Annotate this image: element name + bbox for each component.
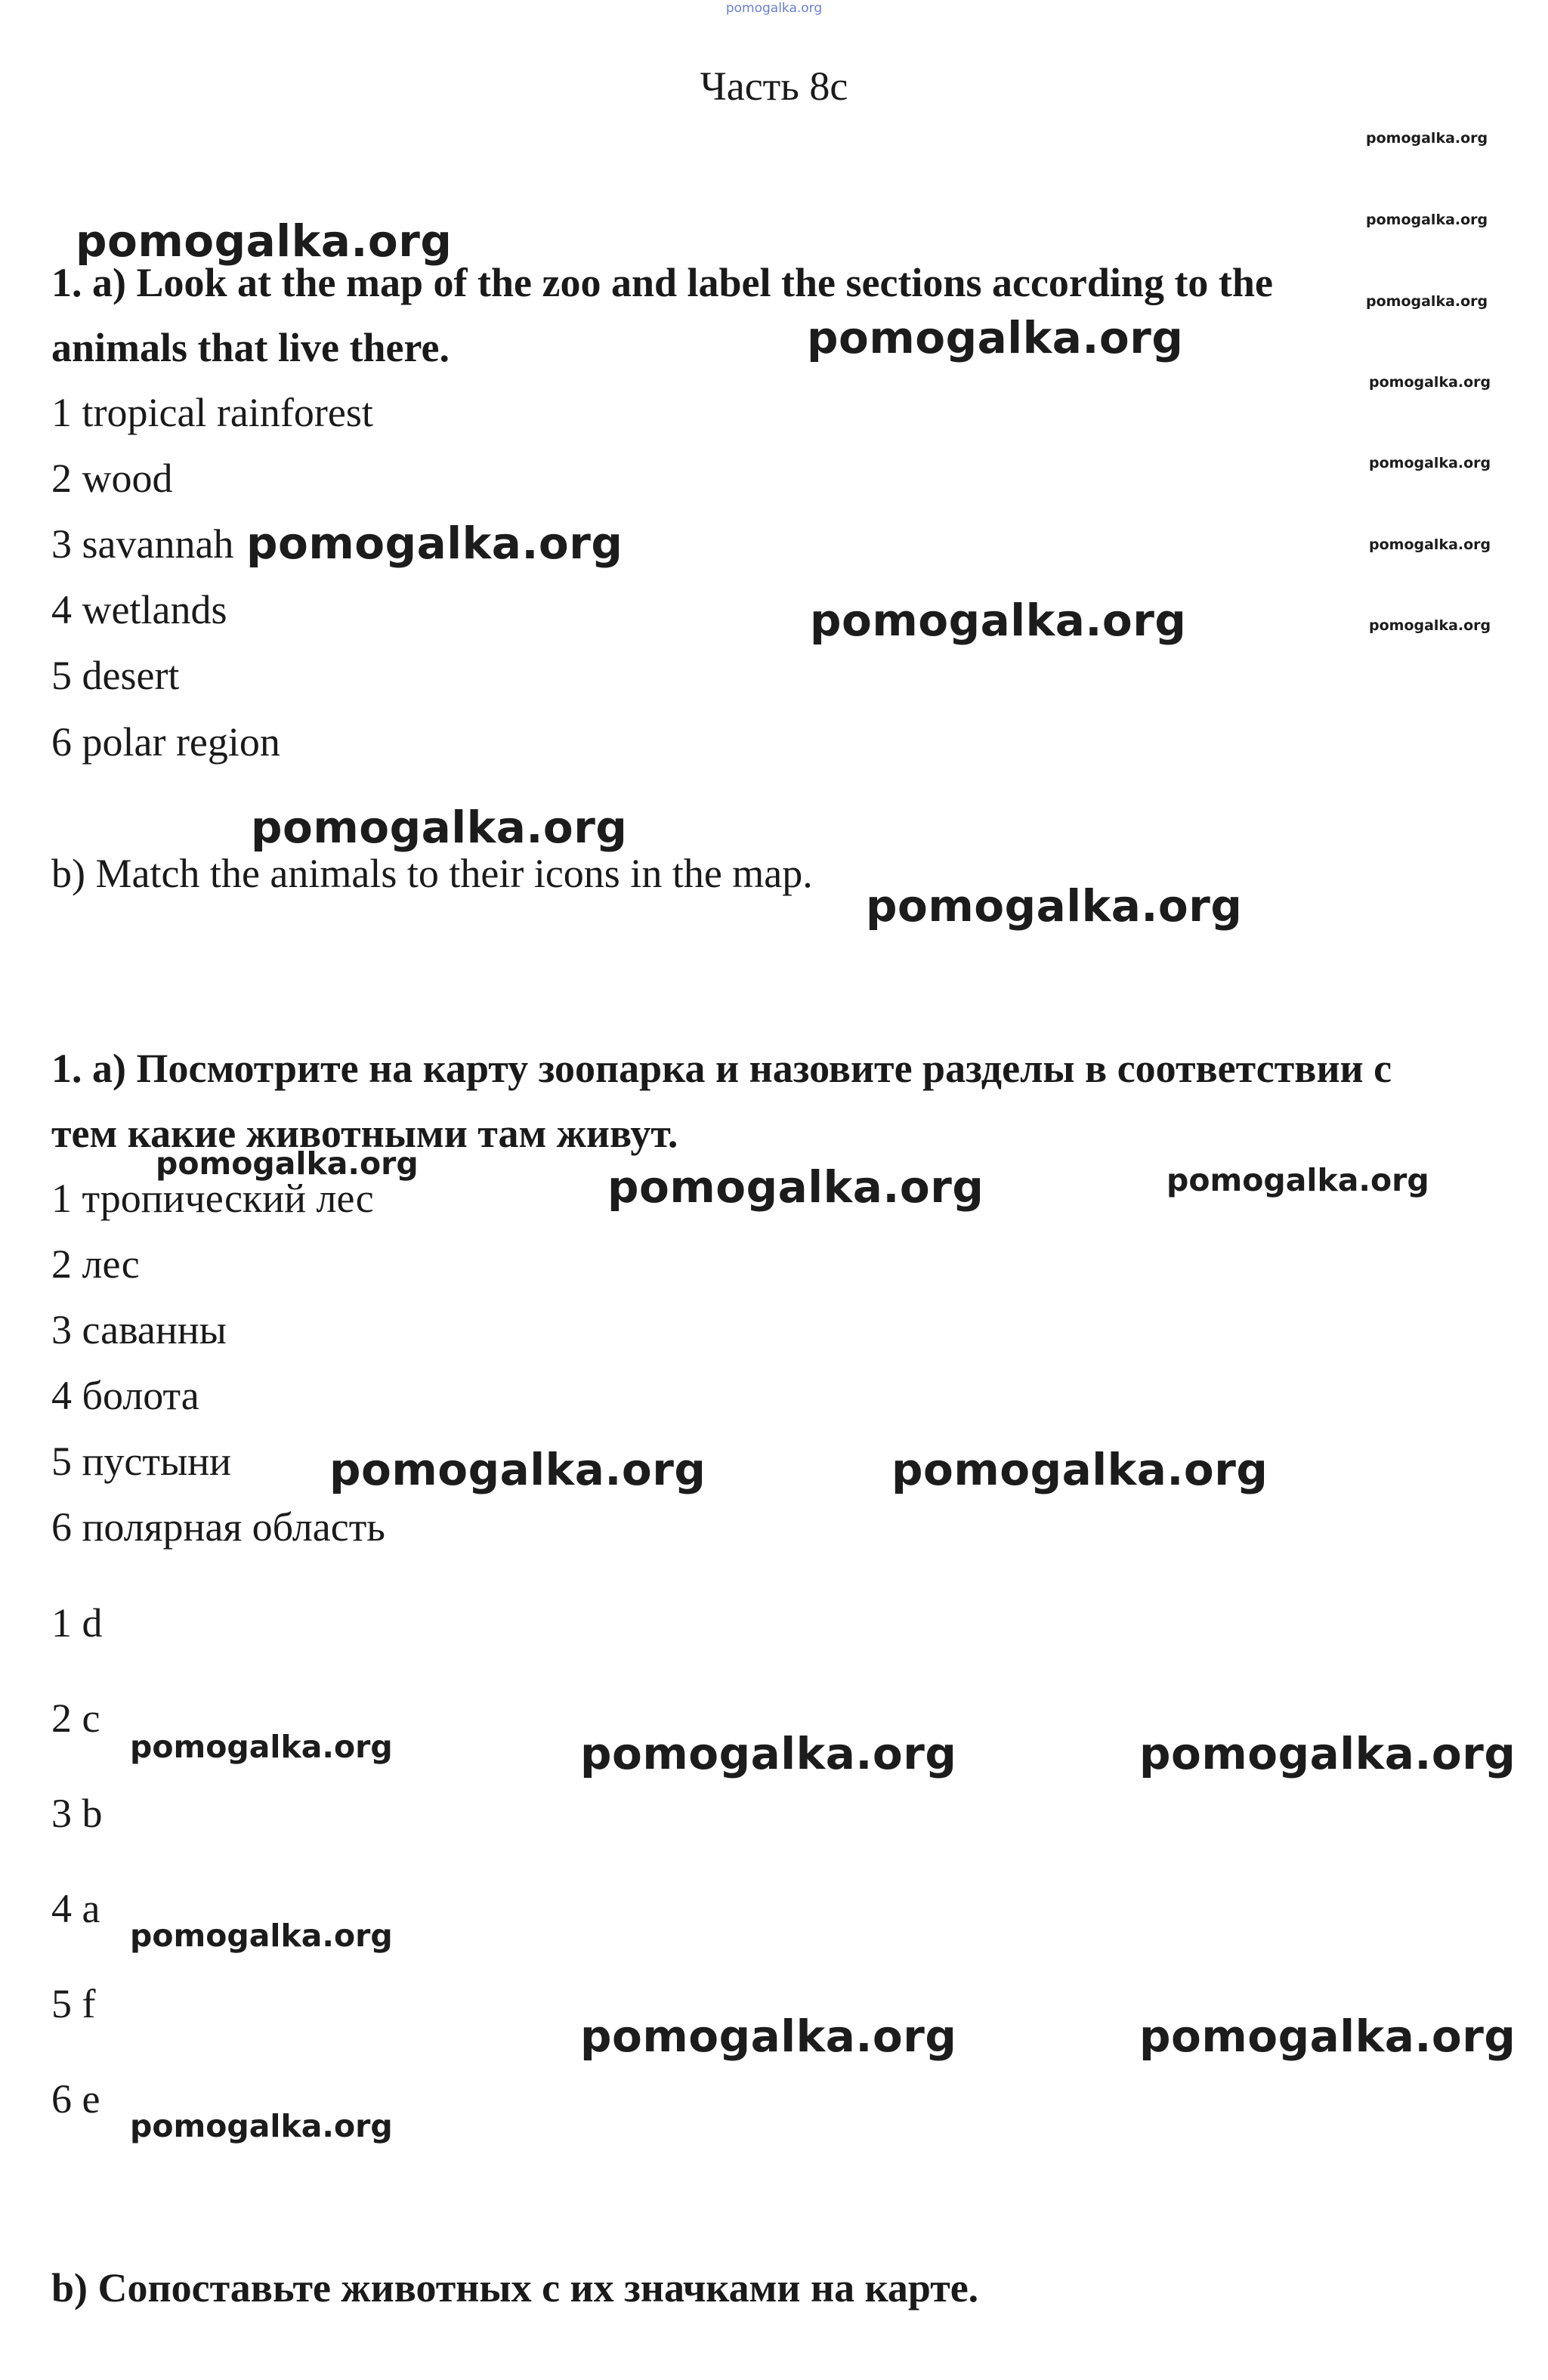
task-ru-heading-line2: тем какие животными там живут. <box>51 1111 678 1156</box>
watermark: pomogalka.org <box>1139 1728 1516 1779</box>
answer-item: 3 b <box>51 1791 103 1836</box>
page-title: Часть 8с <box>700 63 848 109</box>
task-ru-item: 5 пустыни <box>51 1439 232 1484</box>
watermark: pomogalka.org <box>580 2011 957 2062</box>
task-ru-item: 4 болота <box>51 1373 199 1418</box>
watermark: pomogalka.org <box>1369 374 1491 391</box>
task-ru-item: 1 тропический лес <box>51 1176 374 1221</box>
watermark: pomogalka.org <box>810 595 1187 646</box>
watermark: pomogalka.org <box>1366 130 1488 147</box>
watermark: pomogalka.org <box>130 2108 393 2144</box>
watermark: pomogalka.org <box>1369 455 1491 471</box>
task-en-item: 4 wetlands <box>51 587 227 632</box>
watermark: pomogalka.org <box>1366 293 1488 310</box>
watermark: pomogalka.org <box>807 312 1184 363</box>
watermark: pomogalka.org <box>607 1161 984 1213</box>
answer-item: 1 d <box>51 1600 103 1646</box>
watermark: pomogalka.org <box>76 215 453 267</box>
answer-item: 4 a <box>51 1886 100 1931</box>
task-ru-item: 3 саванны <box>51 1307 227 1352</box>
answer-item: 6 e <box>51 2076 100 2122</box>
task-en-item: 1 tropical rainforest <box>51 390 373 435</box>
task-en-item: 3 savannah <box>51 521 234 567</box>
watermark: pomogalka.org <box>866 880 1243 932</box>
watermark: pomogalka.org <box>251 802 628 853</box>
watermark: pomogalka.org <box>246 518 623 569</box>
task-en-item: 6 polar region <box>51 719 280 765</box>
task-en-item: 2 wood <box>51 456 173 501</box>
task-ru-item: 6 полярная область <box>51 1504 385 1550</box>
watermark: pomogalka.org <box>329 1444 706 1495</box>
watermark: pomogalka.org <box>1369 536 1491 553</box>
watermark: pomogalka.org <box>130 1918 393 1954</box>
watermark: pomogalka.org <box>130 1729 393 1765</box>
task-ru-heading-line1: 1. а) Посмотрите на карту зоопарка и назовите разделы в соответствии с <box>51 1046 1392 1091</box>
watermark: pomogalka.org <box>156 1145 419 1182</box>
watermark: pomogalka.org <box>1166 1162 1429 1198</box>
watermark: pomogalka.org <box>1369 617 1491 634</box>
task-en-heading-line2: animals that live there. <box>51 325 450 370</box>
task-en-part-b: b) Match the animals to their icons in the map. <box>51 851 813 896</box>
watermark: pomogalka.org <box>1139 2011 1516 2062</box>
watermark: pomogalka.org <box>891 1444 1268 1495</box>
answer-item: 2 c <box>51 1695 100 1741</box>
watermark: pomogalka.org <box>1366 212 1488 228</box>
task-en-heading-line1: 1. a) Look at the map of the zoo and label the sections according to the <box>51 260 1273 305</box>
task-ru-item: 2 лес <box>51 1241 140 1287</box>
watermark-top: pomogalka.org <box>725 1 823 16</box>
task-en-item: 5 desert <box>51 653 180 698</box>
watermark: pomogalka.org <box>580 1728 957 1779</box>
task-ru-part-b: b) Сопоставьте животных с их значками на карте. <box>51 2265 979 2310</box>
answer-item: 5 f <box>51 1981 96 2026</box>
